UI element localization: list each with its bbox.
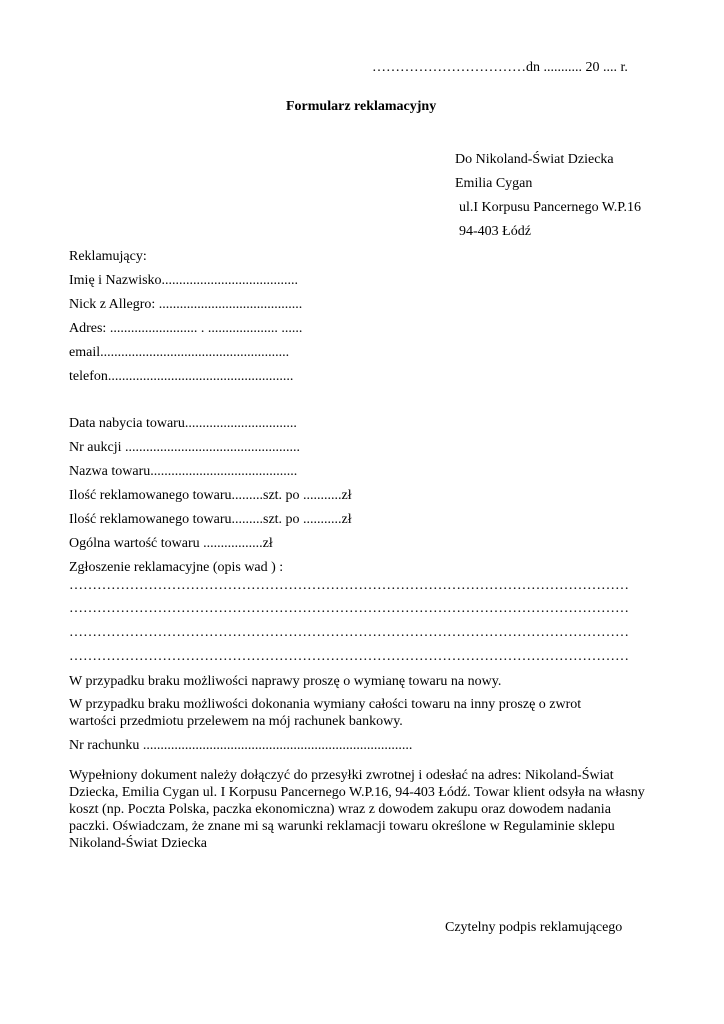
auction-number-field: Nr aukcji ..................................................: [69, 440, 300, 455]
total-value-field: Ogólna wartość towaru .................zł: [69, 536, 273, 551]
recipient-line-3: ul.I Korpusu Pancernego W.P.16: [459, 200, 641, 215]
signature-label: Czytelny podpis reklamującego: [445, 920, 623, 935]
return-instructions: Wypełniony dokument należy dołączyć do przesyłki zwrotnej i odesłać na adres: Nikoland-Świat Dziecka, Emilia Cygan ul. I Korpusu Pancernego W.P.16, 94-403 Łódź. Towar klient odsyła na własny koszt (np. Poczta Polska, paczka ekonomiczna) wraz z dowodem zakupu oraz dowodem nadania paczki. Oświadczam, że znane mi są warunki reklamacji towaru określone w Regulaminie sklepu Nikoland-Świat Dziecka: [69, 768, 645, 851]
address-field: Adres: ......................... . .................... ......: [69, 321, 303, 336]
nick-field: Nick z Allegro: .........................................: [69, 297, 303, 312]
claimant-heading: Reklamujący:: [69, 249, 147, 264]
repair-request: W przypadku braku możliwości naprawy proszę o wymianę towaru na nowy.: [69, 674, 502, 689]
email-field: email......................................................: [69, 345, 290, 360]
dotted-line: …………………………………………………………………………………………………………: [69, 601, 629, 616]
complaint-label: Zgłoszenie reklamacyjne (opis wad ) :: [69, 560, 284, 575]
phone-field: telefon.....................................................: [69, 369, 294, 384]
dotted-line: …………………………………………………………………………………………………………: [69, 625, 629, 640]
account-number-field: Nr rachunku .............................................................................: [69, 738, 413, 753]
quantity-field-2: Ilość reklamowanego towaru.........szt. po ...........zł: [69, 512, 352, 527]
name-field: Imię i Nazwisko.......................................: [69, 273, 299, 288]
refund-request: W przypadku braku możliwości dokonania wymiany całości towaru na inny proszę o zwrot wartości przedmiotu przelewem na mój rachunek bankowy.: [69, 697, 582, 729]
product-name-field: Nazwa towaru..........................................: [69, 464, 298, 479]
recipient-line-4: 94-403 Łódź: [459, 224, 531, 239]
date-line: ……………………………dn ........... 20 .... r.: [372, 60, 628, 75]
recipient-line-2: Emilia Cygan: [455, 176, 533, 191]
dotted-line: …………………………………………………………………………………………………………: [69, 578, 629, 593]
quantity-field-1: Ilość reklamowanego towaru.........szt. po ...........zł: [69, 488, 352, 503]
recipient-line-1: Do Nikoland-Świat Dziecka: [455, 152, 614, 167]
form-title: Formularz reklamacyjny: [286, 99, 437, 114]
purchase-date-field: Data nabycia towaru................................: [69, 416, 297, 431]
dotted-line: …………………………………………………………………………………………………………: [69, 649, 629, 664]
